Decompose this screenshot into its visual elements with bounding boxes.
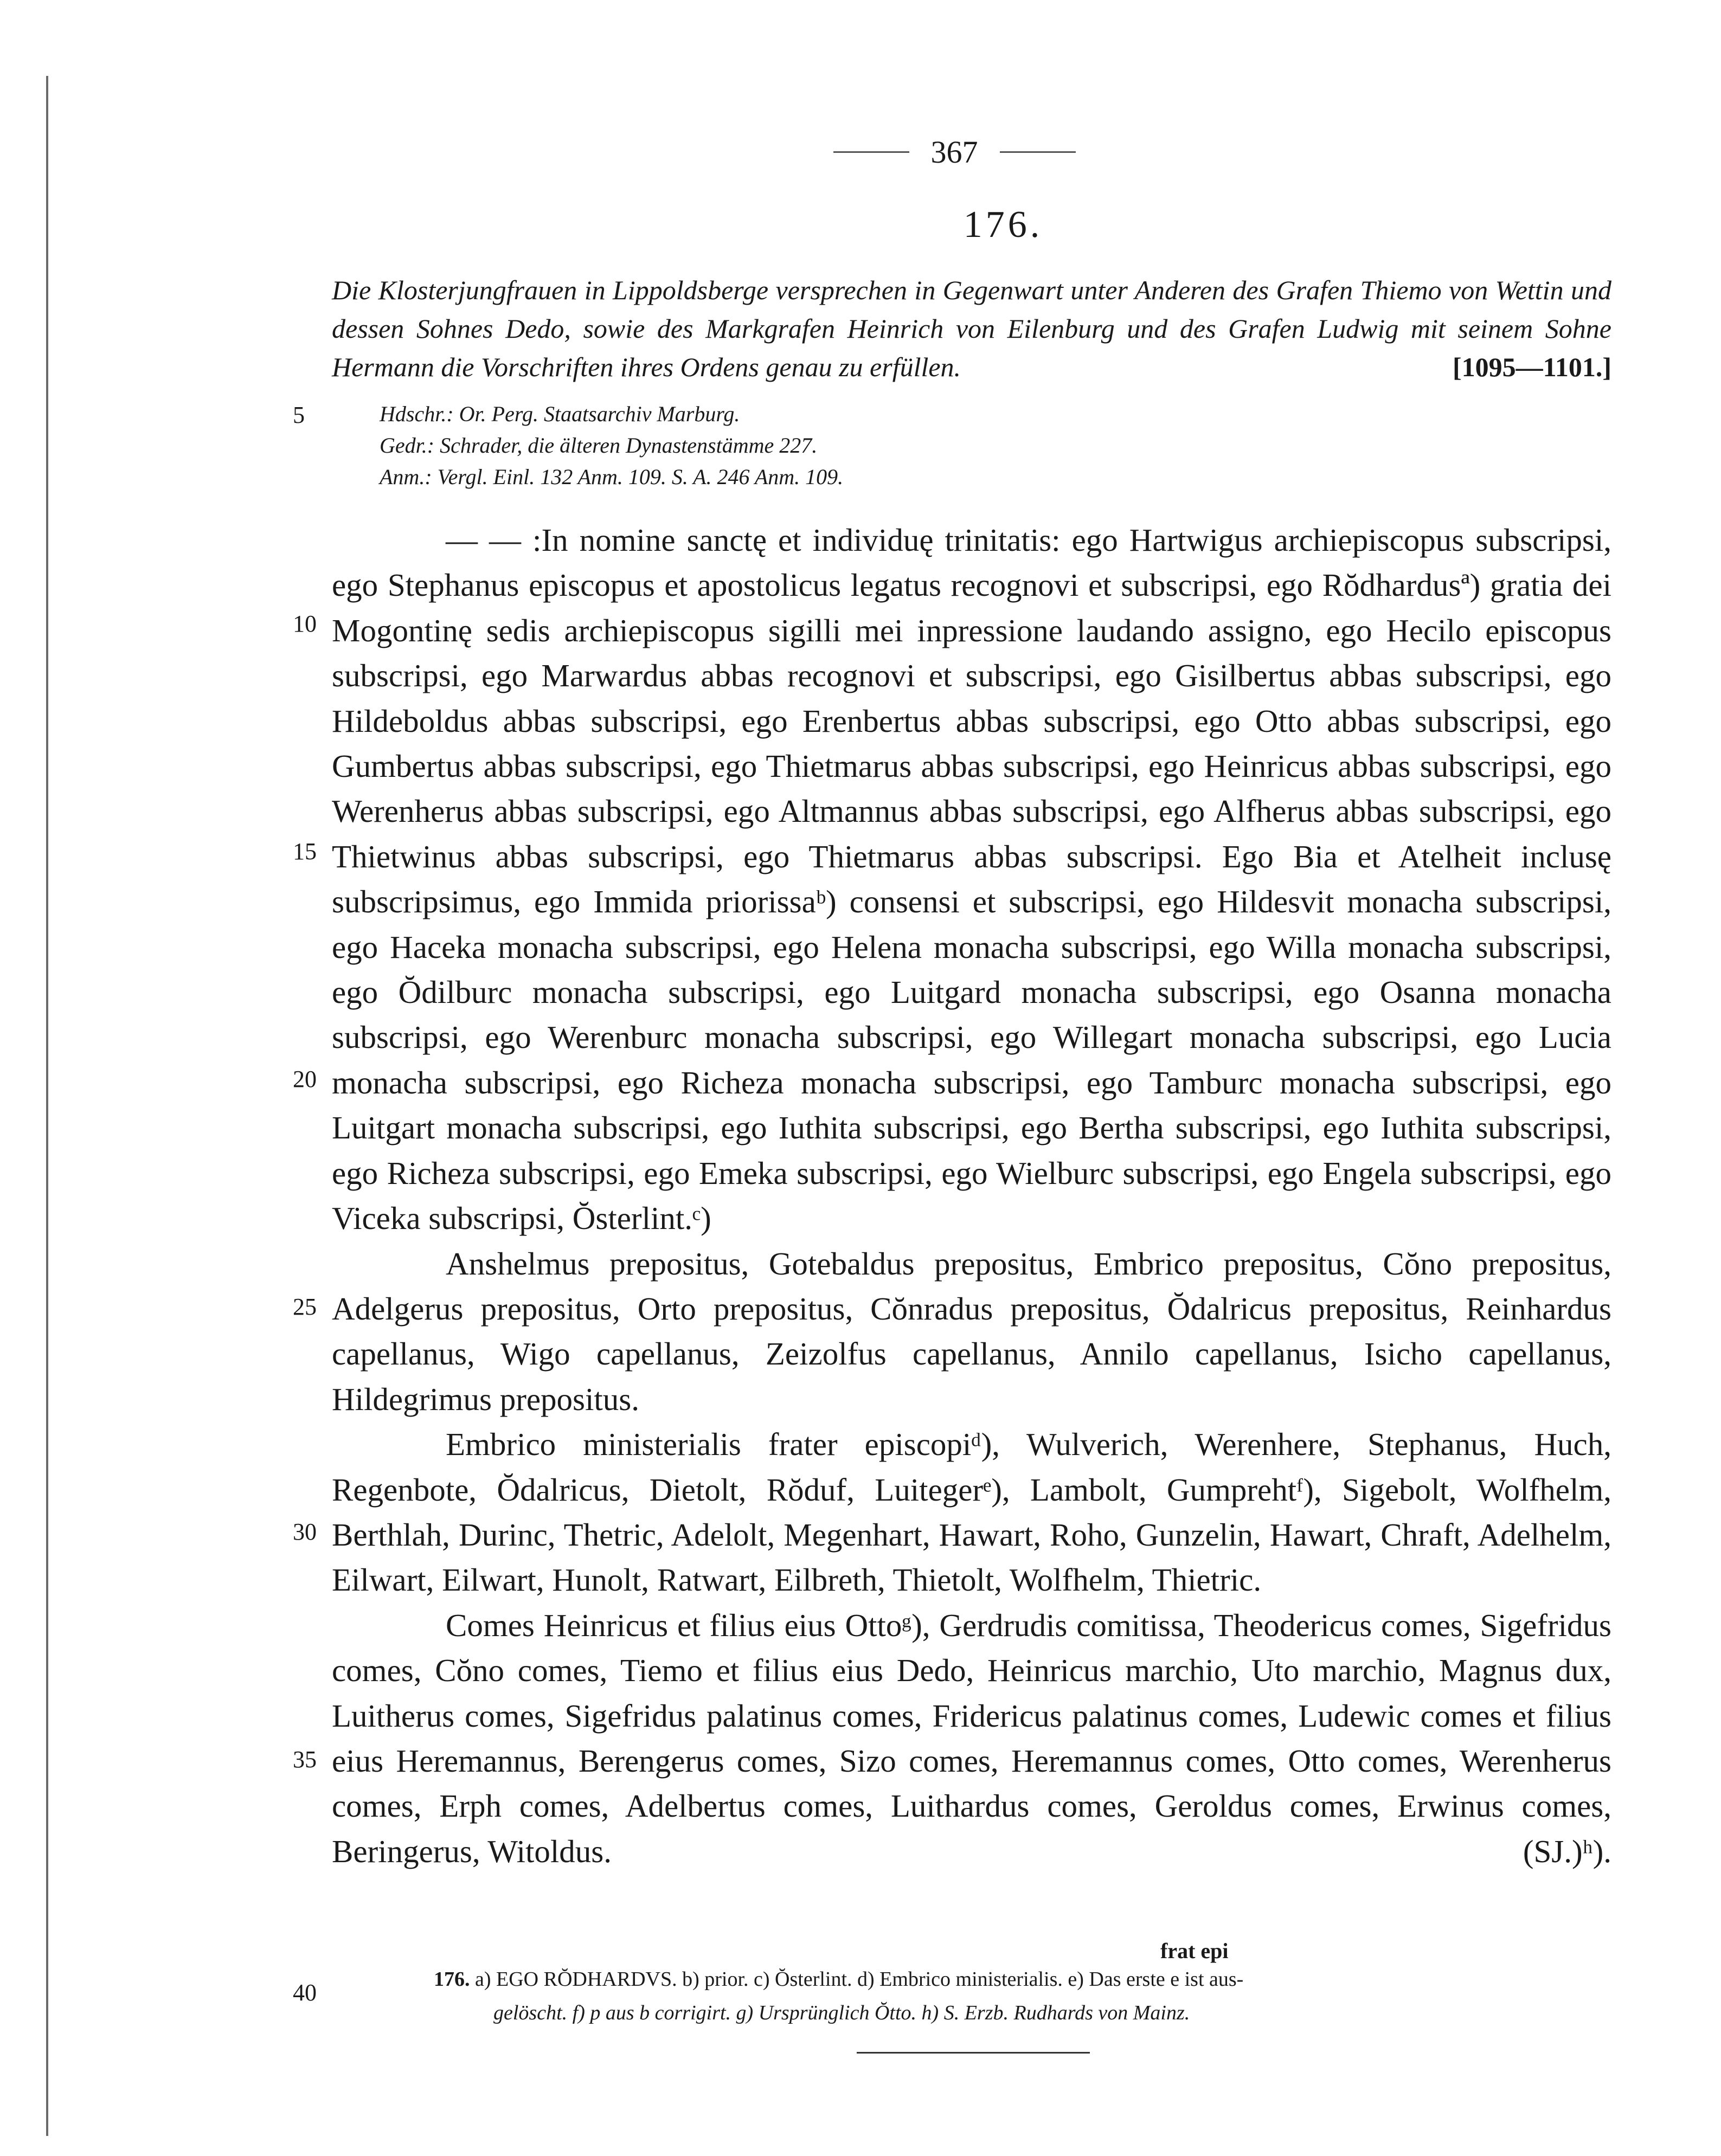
header-rule-right: [1000, 151, 1076, 153]
regest-date: [1095—1101.]: [1452, 352, 1611, 382]
source-notes: [380, 398, 1193, 493]
line-number: 10: [293, 610, 317, 637]
source-remark: Anm.: Vergl. Einl. 132 Anm. 109. S. A. 246 Anm. 109.: [380, 465, 844, 489]
regest-text: Die Klosterjungfrauen in Lippoldsberge versprechen in Gegenwart unter Anderen des Grafen Thiemo von Wettin und dessen Sohnes Dedo, sowie des Markgrafen Heinrich von Eilenburg und des Grafen Ludwig mit seinem Sohne Hermann die Vorschriften ihres Ordens genau zu erfüllen.: [332, 275, 1611, 382]
footnote-number: 176.: [434, 1968, 470, 1991]
line-number: 30: [293, 1518, 317, 1545]
paragraph-comites-text: Comes Heinricus et filius eius Ottoᵍ), Gerdrudis comitissa, Theodericus comes, Sigefridus comes, Cŏno comes, Tiemo et filius eius Dedo, Heinricus marchio, Uto marchio, Magnus dux, Luitherus comes, Sigefridus palatinus comes, Fridericus palatinus comes, Ludewic comes et filius eius Heremannus, Berengerus comes, Sizo comes, Heremannus comes, Otto comes, Werenherus comes, Erph comes, Adelbertus comes, Luithardus comes, Geroldus comes, Erwinus comes, Beringerus, Witoldus.: [332, 1607, 1611, 1869]
line-number: 20: [293, 1066, 317, 1092]
header-rule-left: [833, 151, 909, 153]
source-manuscript: Hdschr.: Or. Perg. Staatsarchiv Marburg.: [380, 402, 740, 426]
footnote-text-1: a) EGO RŎDHARDVS. b) prior. c) Ŏsterlint. d) Embrico ministerialis. e) Das erste e ist aus-: [475, 1968, 1244, 1991]
paragraph-ministeriales: Embrico ministerialis frater episcopiᵈ), Wulverich, Werenhere, Stephanus, Huch, Regenbote, Ŏdalricus, Dietolt, Rŏduf, Luitegerᵉ), Lambolt, Gumprehtᶠ), Sigebolt, Wolfhelm, Berthlah, Durinc, Thetric, Adelolt, Megenhart, Hawart, Roho, Gunzelin, Hawart, Chraft, Adelhelm, Eilwart, Eilwart, Hunolt, Ratwart, Eilbreth, Thietolt, Wolfhelm, Thietric.: [332, 1426, 1611, 1598]
page-edge: [46, 76, 48, 2136]
line-number: 15: [293, 838, 317, 865]
footnote-line-1: [434, 1962, 1616, 1996]
page-number: 367: [930, 134, 978, 170]
footnote-line-2: gelöscht. f) p aus b corrigirt. g) Ursprünglich Ŏtto. h) S. Erzb. Rudhards von Mainz.: [493, 2001, 1190, 2024]
footnotes: [434, 1962, 1616, 2030]
footnote-superscript: frat epi: [1160, 1939, 1229, 1963]
paragraph-prepositi: Anshelmus prepositus, Gotebaldus prepositus, Embrico prepositus, Cŏno prepositus, Adelgerus prepositus, Orto prepositus, Cŏnradus prepositus, Ŏdalricus prepositus, Reinhardus capellanus, Wigo capellanus, Zeizolfus capellanus, Annilo capellanus, Isicho capellanus, Hildegrimus prepositus.: [332, 1245, 1611, 1417]
paragraph-subscriptions: — — :In nomine sanctę et individuę trinitatis: ego Hartwigus archiepiscopus subscripsi, ego Stephanus episcopus et apostolicus legatus recognovi et subscripsi, ego Rŏdhardusª) gratia dei Mogontinę sedis archiepiscopus sigilli mei inpressione laudando assigno, ego Hecilo episcopus subscripsi, ego Marwardus abbas recognovi et subscripsi, ego Gisilbertus abbas subscripsi, ego Hildeboldus abbas subscripsi, ego Erenbertus abbas subscripsi, ego Otto abbas subscripsi, ego Gumbertus abbas subscripsi, ego Thietmarus abbas subscripsi, ego Heinricus abbas subscripsi, ego Werenherus abbas subscripsi, ego Altmannus abbas subscripsi, ego Alfherus abbas subscripsi, ego Thietwinus abbas subscripsi, ego Thietmarus abbas subscripsi. Ego Bia et Atelheit inclusę subscripsimus, ego Immida priorissaᵇ) consensi et subscripsi, ego Hildesvit monacha subscripsi, ego Haceka monacha subscripsi, ego Helena monacha subscripsi, ego Willa monacha subscripsi, ego Ŏdilburc monacha subscripsi, ego Luitgard monacha subscripsi, ego Osanna monacha subscripsi, ego Werenburc monacha subscripsi, ego Willegart monacha subscripsi, ego Lucia monacha subscripsi, ego Richeza monacha subscripsi, ego Tamburc monacha subscripsi, ego Luitgart monacha subscripsi, ego Iuthita subscripsi, ego Bertha subscripsi, ego Iuthita subscripsi, ego Richeza subscripsi, ego Emeka subscripsi, ego Wielburc subscripsi, ego Engela subscripsi, ego Viceka subscripsi, Ŏsterlint.ᶜ): [332, 522, 1611, 1237]
source-printed: Gedr.: Schrader, die älteren Dynastenstämme 227.: [380, 433, 818, 458]
line-number: 35: [293, 1746, 317, 1773]
paragraph-comites: [332, 1603, 1611, 1874]
regest: [332, 271, 1611, 387]
line-number: 5: [293, 402, 305, 428]
page-header: [759, 130, 1150, 173]
document-body: [332, 518, 1611, 1874]
footnote-rule: [857, 2052, 1090, 2054]
document-number: 176.: [963, 204, 1043, 246]
line-number: 40: [293, 1979, 317, 2006]
line-number: 25: [293, 1293, 317, 1320]
signature: (SJ.)ʰ).: [1523, 1833, 1611, 1869]
